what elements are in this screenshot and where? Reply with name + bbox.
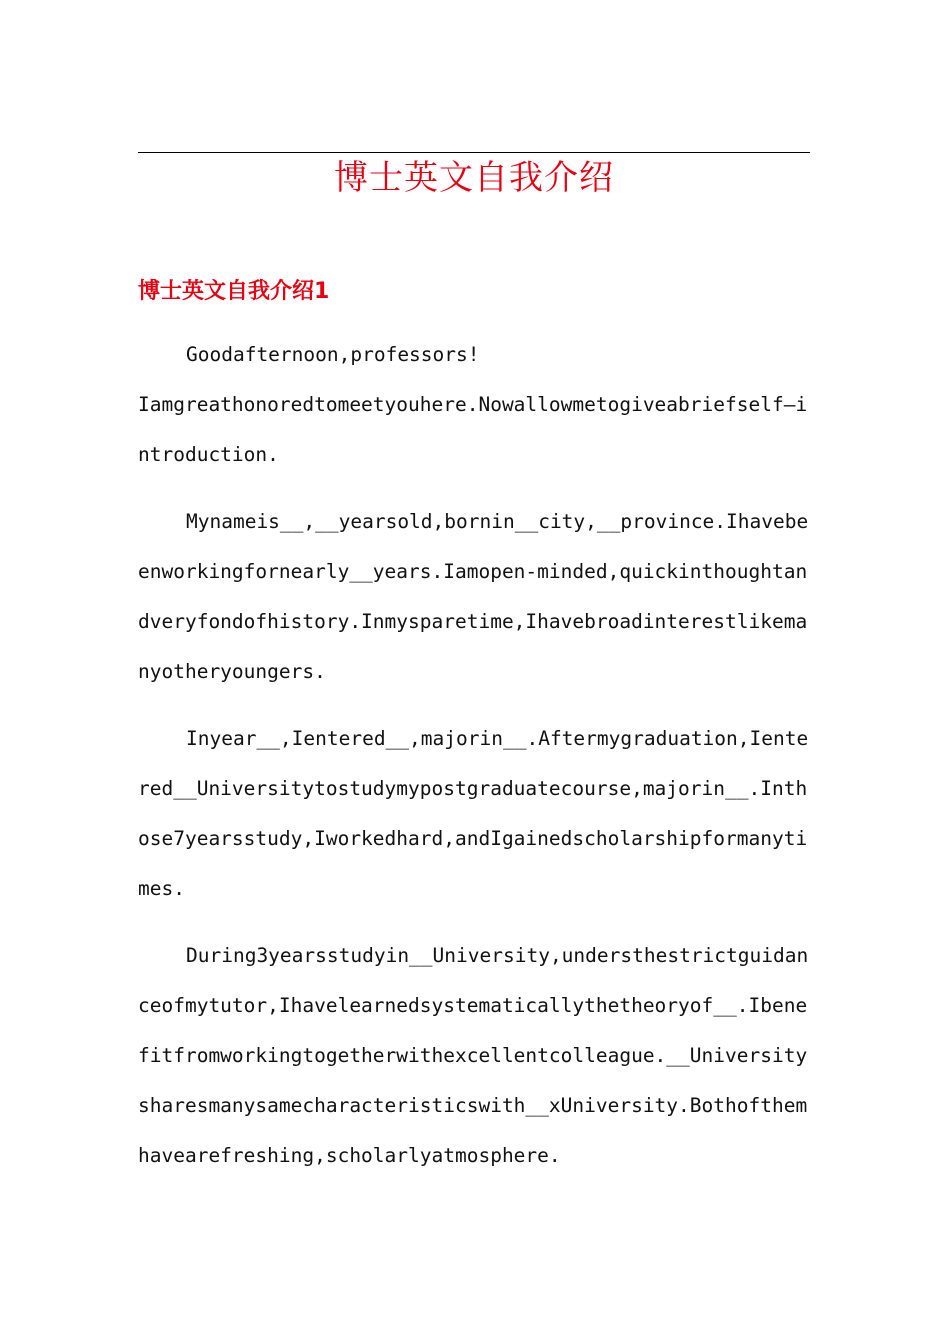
study-text: During3yearsstudyin__University,understhestrictguidanceofmytutor,Ihavelearnedsystematicallythetheoryof__.Ibenefitfromworkingtogetherwithexcellentcolleague.__Universitysharesmanysamecharacteristicswith__xUniversity.Bothofthemhavearefreshing,scholarlyatmosphere.: [138, 944, 809, 1167]
paragraph-personal: [138, 497, 810, 697]
paragraph-study: [138, 931, 810, 1181]
personal-text: Mynameis__,__yearsold,bornin__city,__province.Ihavebeenworkingfornearly__years.Iamopen-minded,quickinthoughtandveryfondofhistory.Inmysparetime,Ihavebroadinterestlikemanyotheryoungers.: [138, 510, 809, 683]
paragraph-education: [138, 714, 810, 914]
paragraph-greeting: [138, 330, 810, 380]
document-title: 博士英文自我介绍: [334, 158, 614, 198]
paragraph-intro: [138, 380, 810, 480]
intro-text: Iamgreathonoredtomeetyouhere.Nowallowmetogiveabriefself—introduction.: [138, 393, 808, 466]
header-rule: [138, 152, 810, 153]
body-text: [138, 330, 810, 1198]
greeting-text: Goodafternoon,professors!: [186, 343, 480, 366]
section-heading: 博士英文自我介绍1: [138, 279, 330, 304]
education-text: Inyear__,Ientered__,majorin__.Aftermygraduation,Ientered__Universitytostudymypostgraduatecourse,majorin__.Inthose7yearsstudy,Iworkedhard,andIgainedscholarshipformanytimes.: [138, 727, 809, 900]
